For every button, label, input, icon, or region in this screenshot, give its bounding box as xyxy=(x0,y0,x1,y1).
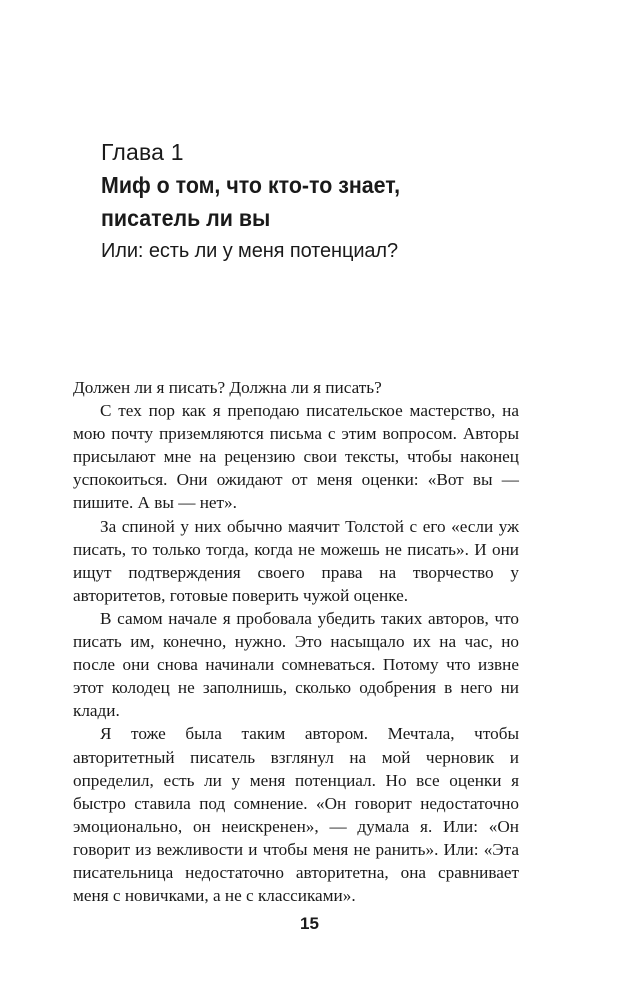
paragraph-4: В самом начале я пробовала убедить таких авторов, что писать им, конечно, нужно. Это насыщало их на час, но после они снова начинали сомневаться. Потому что извне этот колодец не заполнишь, сколько одобрения в него ни клади. xyxy=(73,608,519,721)
chapter-title-line-1: Миф о том, что кто-то знает, xyxy=(101,172,401,198)
chapter-title-line-2: писатель ли вы xyxy=(101,205,271,231)
chapter-subtitle: Или: есть ли у меня потенциал? xyxy=(101,240,399,262)
paragraph-1: Должен ли я писать? Должна ли я писать? xyxy=(73,378,382,397)
chapter-label: Глава 1 xyxy=(101,139,184,165)
page-number: 15 xyxy=(300,914,319,933)
chapter-heading xyxy=(101,136,541,265)
chapter-title xyxy=(101,169,510,235)
body-text xyxy=(73,376,519,907)
paragraph-3: За спиной у них обычно маячит Толстой с его «если уж писать, то только тогда, когда не можешь не писать». И они ищут подтверждения своего права на творчество у авторитетов, готовые поверить чужой оценке. xyxy=(73,516,519,605)
paragraph-2: С тех пор как я преподаю писательское мастерство, на мою почту приземляются письма с этим вопросом. Авторы присылают мне на рецензию свои тексты, чтобы наконец успокоиться. Они ожидают от меня оценки: «Вот вы — пишите. А вы — нет». xyxy=(73,401,519,513)
paragraph-5: Я тоже была таким автором. Мечтала, чтобы авторитетный писатель взглянул на мой черновик и определил, есть ли у меня потенциал. Но все оценки я быстро ставила под сомнение. «Он говорит недостаточно эмоционально, он неискренен», — думала я. Или: «Он говорит из вежливости и чтобы меня не ранить». Или: «Эта писательница недостаточно авторитетна, она сравнивает меня с новичками, а не с классиками». xyxy=(73,724,519,906)
